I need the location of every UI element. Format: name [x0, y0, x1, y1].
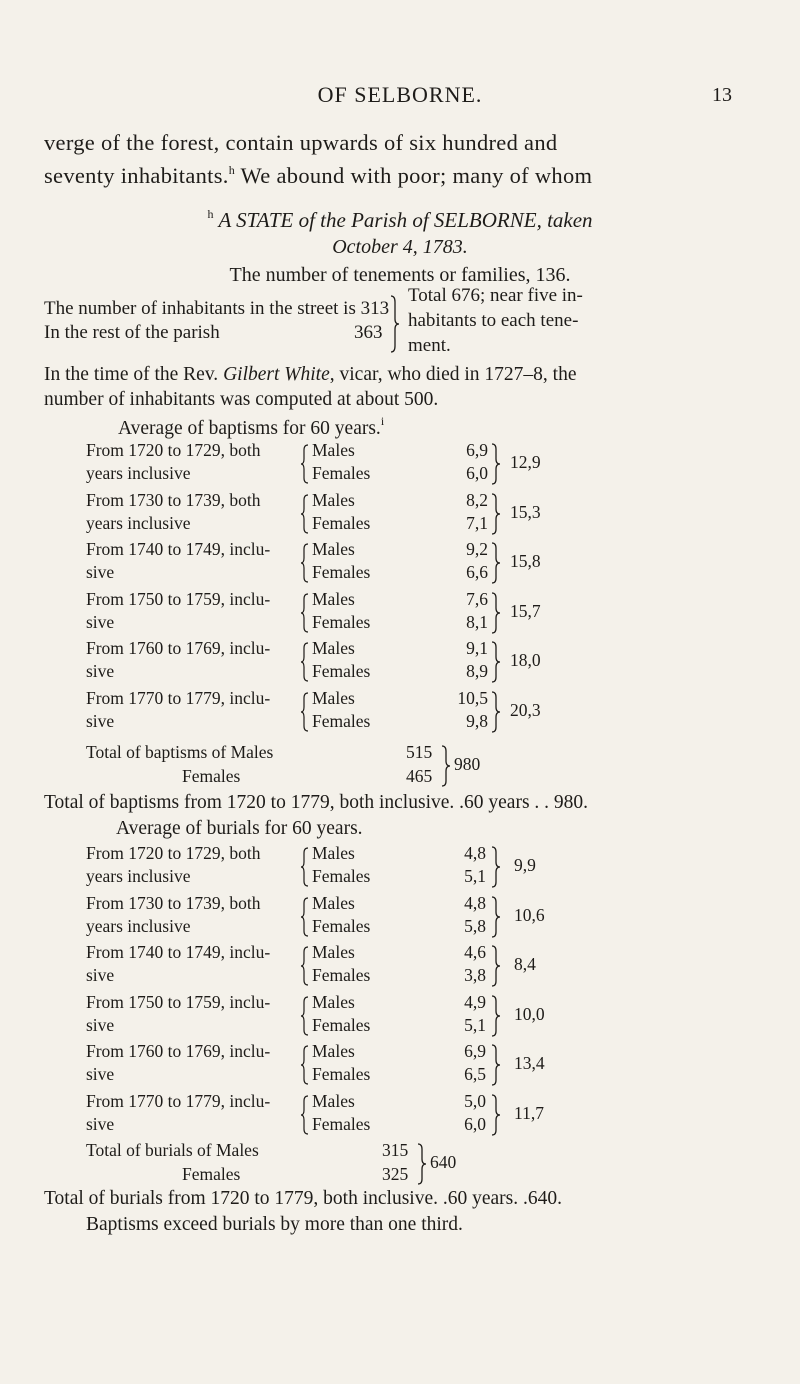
- burial-row-females-label: Females: [312, 1113, 371, 1134]
- burial-row-period-cont: sive: [86, 1064, 115, 1084]
- footnote-title-line-2: October 4, 1783.: [332, 236, 468, 258]
- burial-row-period: From 1770 to 1779, inclu-: [86, 1090, 271, 1111]
- baptism-row-period-cont: sive: [86, 710, 115, 731]
- baptisms-heading: [118, 414, 384, 440]
- burial-row-total: 10,0: [514, 1003, 545, 1024]
- baptism-row-label-brace: [300, 443, 310, 485]
- baptism-row-sum-brace: [490, 640, 502, 684]
- burial-row-sum-brace: [490, 1043, 502, 1087]
- baptism-row-males-value: 6,9: [466, 440, 488, 460]
- baptism-row-males-value: 8,2: [466, 489, 488, 510]
- burial-row-total: 9,9: [514, 855, 536, 875]
- body-line-1: verge of the forest, contain upwards of six hundred and: [44, 130, 558, 155]
- burial-row-males-label: Males: [312, 843, 355, 863]
- baptism-row-period-cont: years inclusive: [86, 463, 191, 483]
- vicar-name: Gilbert White: [223, 364, 330, 385]
- burial-row-label-brace: [300, 896, 310, 938]
- total-inhabitants-line-2: habitants to each tene-: [408, 310, 579, 331]
- burial-row-period-cont: years inclusive: [86, 866, 191, 886]
- burial-row-label-brace: [300, 995, 310, 1037]
- total-inhabitants-line-1: Total 676; near five in-: [408, 285, 583, 306]
- baptism-row-females-label: Females: [312, 512, 371, 533]
- brace-icon: [440, 744, 452, 788]
- burial-row-total: 13,4: [514, 1053, 545, 1073]
- inhabitants-brace: [388, 294, 400, 354]
- burial-row-females-value: 3,8: [464, 965, 486, 985]
- vicar-line-2: number of inhabitants was computed at about 500.: [44, 389, 439, 410]
- burials-total-males-label: Total of burials of Males: [86, 1140, 259, 1160]
- body-line-2-end: We abound with poor; many of whom: [235, 163, 593, 188]
- burial-row-males-label: Males: [312, 1041, 355, 1061]
- baptisms-total-females-label: Females: [182, 766, 241, 786]
- baptisms-heading-text: Average of baptisms for 60 years.: [118, 418, 381, 439]
- baptism-row-sum-brace: [490, 541, 502, 585]
- baptism-row-females-label: Females: [312, 661, 371, 681]
- burial-row-females-value: 6,5: [464, 1064, 486, 1084]
- burial-row-label-brace: [300, 1094, 310, 1136]
- burial-row-females-value: 5,8: [464, 915, 486, 936]
- baptism-row-label-brace: [300, 592, 310, 634]
- baptism-row-females-value: 6,0: [466, 463, 488, 483]
- baptism-row-males-value: 9,1: [466, 638, 488, 658]
- baptism-row-period: From 1740 to 1749, inclu-: [86, 539, 271, 559]
- burial-row-females-label: Females: [312, 965, 371, 985]
- footnote-reference: h: [228, 163, 236, 177]
- baptism-row-total: 12,9: [510, 452, 541, 472]
- burial-row-period: From 1720 to 1729, both: [86, 843, 261, 863]
- baptisms-total-males-label: Total of baptisms of Males: [86, 742, 274, 762]
- baptism-row-females-label: Females: [312, 611, 371, 632]
- brace-icon: [388, 294, 400, 354]
- burials-total-males-value: 315: [382, 1140, 409, 1160]
- baptism-row-females-label: Females: [312, 562, 371, 582]
- body-line-2-start: seventy inhabitants.: [44, 163, 229, 188]
- baptism-row-period: From 1770 to 1779, inclu-: [86, 687, 271, 708]
- rest-of-parish-label: In the rest of the parish: [44, 322, 220, 343]
- vicar-line-1-end: , vicar, who died in 1727–8, the: [329, 364, 577, 385]
- baptism-row-males-label: Males: [312, 489, 355, 510]
- baptism-row-total: 15,3: [510, 501, 541, 522]
- baptism-row-males-value: 9,2: [466, 539, 488, 559]
- street-inhabitants: The number of inhabitants in the street is 313: [44, 298, 390, 319]
- baptism-row-females-value: 8,9: [466, 661, 488, 681]
- rest-of-parish-value: 363: [354, 322, 383, 343]
- baptisms-heading-mark: i: [380, 414, 385, 428]
- burial-row-sum-brace: [490, 994, 502, 1038]
- burial-row-label-brace: [300, 1044, 310, 1086]
- footnote-marker: h: [207, 207, 214, 221]
- running-head: OF SELBORNE.: [317, 82, 483, 107]
- burial-row-males-value: 5,0: [464, 1090, 486, 1111]
- burial-row-females-label: Females: [312, 1014, 371, 1035]
- burial-row-sum-brace: [490, 1093, 502, 1137]
- footnote-title-text: A STATE of the Parish of SELBORNE, taken: [218, 208, 593, 232]
- burial-row-males-value: 4,8: [464, 843, 486, 863]
- baptisms-total-males-value: 515: [406, 742, 433, 762]
- baptism-row-sum-brace: [490, 492, 502, 536]
- closing-remark: Baptisms exceed burials by more than one third.: [86, 1214, 463, 1235]
- brace-icon: [416, 1142, 428, 1186]
- burial-row-males-value: 4,6: [464, 942, 486, 962]
- burial-row-period-cont: years inclusive: [86, 915, 191, 936]
- burial-row-sum-brace: [490, 895, 502, 939]
- burial-row-period: From 1760 to 1769, inclu-: [86, 1041, 271, 1061]
- baptism-row-label-brace: [300, 493, 310, 535]
- baptism-row-period-cont: sive: [86, 611, 115, 632]
- baptism-row-total: 15,8: [510, 551, 541, 571]
- baptism-row-period: From 1760 to 1769, inclu-: [86, 638, 271, 658]
- burial-row-females-label: Females: [312, 866, 371, 886]
- vicar-line-1: [44, 364, 576, 386]
- baptisms-total-females-value: 465: [406, 766, 433, 786]
- vicar-line-1-start: In the time of the Rev.: [44, 364, 224, 385]
- baptism-row-period-cont: sive: [86, 562, 115, 582]
- total-inhabitants-line-3: ment.: [408, 335, 451, 356]
- baptisms-summary: Total of baptisms from 1720 to 1779, both inclusive. .60 years . . 980.: [44, 792, 589, 813]
- baptism-row-sum-brace: [490, 591, 502, 635]
- burials-summary: Total of burials from 1720 to 1779, both inclusive. .60 years. .640.: [44, 1188, 563, 1209]
- baptisms-total-brace: [440, 744, 452, 788]
- baptism-row-females-label: Females: [312, 463, 371, 483]
- burial-row-label-brace: [300, 846, 310, 888]
- burial-row-period-cont: sive: [86, 965, 115, 985]
- burial-row-total: 10,6: [514, 904, 545, 925]
- page-number: 13: [712, 84, 732, 106]
- baptism-row-total: 18,0: [510, 650, 541, 670]
- baptism-row-females-value: 7,1: [466, 512, 488, 533]
- burial-row-males-value: 4,8: [464, 892, 486, 913]
- baptism-row-males-label: Males: [312, 588, 355, 609]
- baptism-row-total: 20,3: [510, 699, 541, 720]
- burial-row-period: From 1730 to 1739, both: [86, 892, 261, 913]
- burial-row-total: 8,4: [514, 954, 536, 974]
- burial-row-females-value: 5,1: [464, 1014, 486, 1035]
- baptism-row-total: 15,7: [510, 600, 541, 621]
- burials-total-brace: [416, 1142, 428, 1186]
- burial-row-label-brace: [300, 945, 310, 987]
- baptism-row-period: From 1730 to 1739, both: [86, 489, 261, 510]
- tenements-line: The number of tenements or families, 136.: [229, 264, 571, 286]
- burial-row-females-value: 5,1: [464, 866, 486, 886]
- baptism-row-label-brace: [300, 641, 310, 683]
- baptism-row-males-value: 7,6: [466, 588, 488, 609]
- baptism-row-males-label: Males: [312, 539, 355, 559]
- baptism-row-females-value: 8,1: [466, 611, 488, 632]
- burial-row-period: From 1750 to 1759, inclu-: [86, 991, 271, 1012]
- burial-row-females-label: Females: [312, 1064, 371, 1084]
- burial-row-period-cont: sive: [86, 1113, 115, 1134]
- burials-heading: Average of burials for 60 years.: [116, 818, 363, 839]
- burial-row-males-label: Males: [312, 892, 355, 913]
- baptism-row-males-label: Males: [312, 440, 355, 460]
- baptism-row-females-value: 9,8: [466, 710, 488, 731]
- burial-row-sum-brace: [490, 845, 502, 889]
- burial-row-males-value: 4,9: [464, 991, 486, 1012]
- burial-row-period-cont: sive: [86, 1014, 115, 1035]
- burial-row-females-value: 6,0: [464, 1113, 486, 1134]
- burial-row-males-value: 6,9: [464, 1041, 486, 1061]
- baptism-row-label-brace: [300, 542, 310, 584]
- burial-row-total: 11,7: [514, 1102, 544, 1123]
- footnote-title-line-1: [0, 207, 800, 233]
- burial-row-males-label: Males: [312, 1090, 355, 1111]
- baptism-row-period-cont: years inclusive: [86, 512, 191, 533]
- burials-total-sum: 640: [430, 1152, 457, 1172]
- burial-row-males-label: Males: [312, 942, 355, 962]
- baptism-row-sum-brace: [490, 690, 502, 734]
- baptisms-total-sum: 980: [454, 754, 481, 774]
- burials-total-females-label: Females: [182, 1164, 241, 1184]
- baptism-row-label-brace: [300, 691, 310, 733]
- baptism-row-period: From 1750 to 1759, inclu-: [86, 588, 271, 609]
- body-line-2: [44, 163, 592, 189]
- baptism-row-males-value: 10,5: [457, 687, 488, 708]
- baptism-row-sum-brace: [490, 442, 502, 486]
- baptism-row-males-label: Males: [312, 638, 355, 658]
- baptism-row-period: From 1720 to 1729, both: [86, 440, 261, 460]
- baptism-row-females-label: Females: [312, 710, 371, 731]
- baptism-row-females-value: 6,6: [466, 562, 488, 582]
- burials-total-females-value: 325: [382, 1164, 409, 1184]
- burial-row-period: From 1740 to 1749, inclu-: [86, 942, 271, 962]
- baptism-row-period-cont: sive: [86, 661, 115, 681]
- burial-row-sum-brace: [490, 944, 502, 988]
- burial-row-females-label: Females: [312, 915, 371, 936]
- baptism-row-males-label: Males: [312, 687, 355, 708]
- burial-row-males-label: Males: [312, 991, 355, 1012]
